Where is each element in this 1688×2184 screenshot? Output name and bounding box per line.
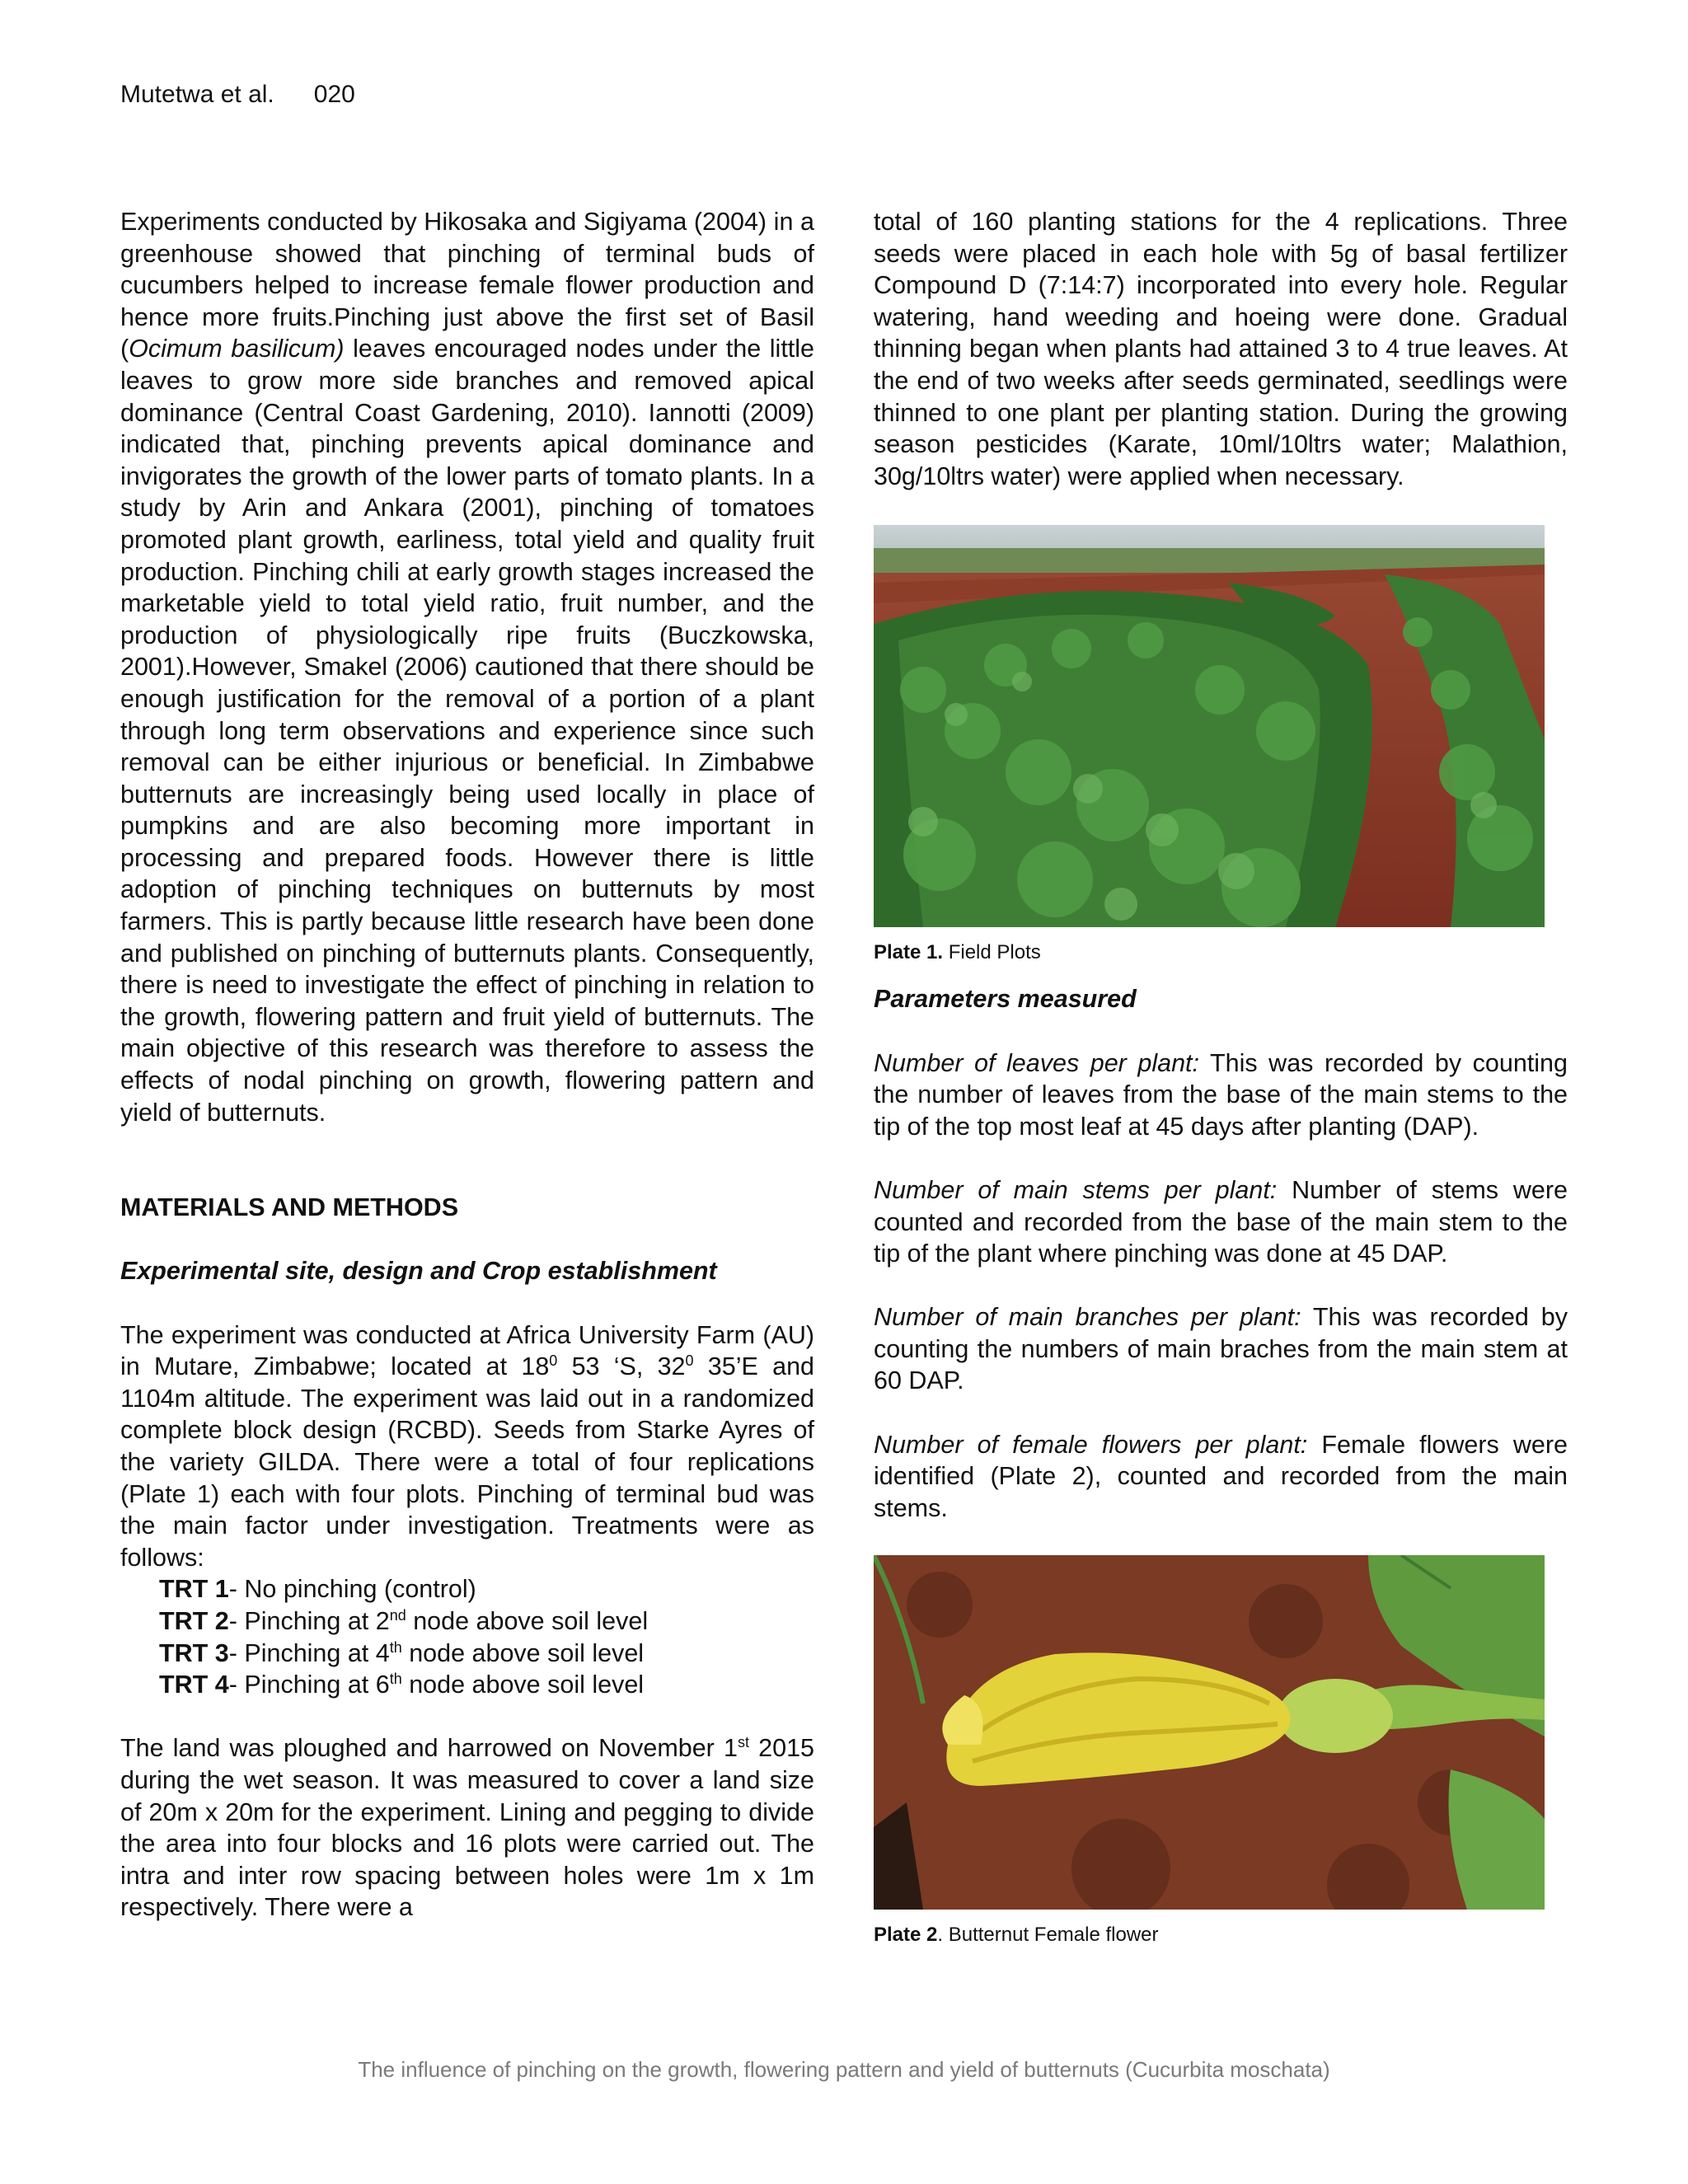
plate-2-caption-text: . Butternut Female flower <box>937 1924 1159 1947</box>
param-leaves <box>874 1047 1568 1143</box>
treatment-text: node above soil level <box>406 1606 649 1635</box>
treatment-text: - Pinching at 6 <box>228 1671 390 1699</box>
subsection-heading: Experimental site, design and Crop establishment <box>120 1257 717 1286</box>
header-authors: Mutetwa et al. <box>120 81 274 108</box>
param-term: Number of main branches per plant: <box>874 1303 1301 1332</box>
treatment-code: TRT 4 <box>159 1671 229 1699</box>
treatment-item <box>120 1638 814 1670</box>
ordinal-sup: th <box>389 1670 402 1687</box>
treatment-code: TRT 3 <box>159 1638 229 1667</box>
basil-species-name: Ocimum basilicum) <box>129 335 345 363</box>
treatment-text: node above soil level <box>401 1671 645 1699</box>
plate-2-caption <box>874 1923 1568 1947</box>
treatment-code: TRT 1 <box>159 1575 229 1604</box>
param-text: Female flowers were identified (Plate 2), counted and recorded from the main stems. <box>874 1430 1568 1522</box>
plate-1-label: Plate 1. <box>874 941 944 964</box>
ordinal-sup: nd <box>389 1606 406 1624</box>
intro-text-rest: leaves encouraged nodes under the little leaves to grow more side branches and removed apical dominance (Central Coast Gardening, 2010). Iannotti (2009) indicated that, pinching prevents apical dominance and invigorates the growth of the lower parts of tomato plants. In a study by Arin and Ankara (2001), pinching of tomatoes promoted plant growth, earliness, total yield and quality fruit production. Pinching chili at early growth stages increased the marketable yield to total yield ratio, fruit number, and the production of physiologically ripe fruits (Buczkowska, 2001).However, Smakel (2006) cautioned that there should be enough justification for the removal of a portion of a plant through long term observations and experience since such removal can be either injurious or beneficial. In Zimbabwe butternuts are increasingly being used locally in place of pumpkins and are also becoming more important in processing and prepared foods. However there is little adoption of pinching techniques on butternuts by most farmers. This is partly because little research have been done and published on pinching of butternuts plants. Consequently, there is need to investigate the effect of pinching in relation to the growth, flowering pattern and fruit yield of butternuts. The main objective of this research was therefore to assess the effects of nodal pinching on growth, flowering pattern and yield of butternuts. <box>120 335 814 1127</box>
param-term: Number of leaves per plant: <box>874 1048 1199 1077</box>
plate-1-caption <box>874 940 1568 965</box>
treatment-text: - No pinching (control) <box>228 1575 476 1604</box>
right-column <box>874 206 1568 1947</box>
site-text-b: 53 ‘S, 32 <box>557 1352 686 1381</box>
header-page-number: 020 <box>313 81 355 108</box>
intro-text: Experiments conducted by Hikosaka and Sigiyama (2004) in a greenhouse showed that pinching of terminal buds of cucumbers helped to increase female flower production and hence more fruits.Pinching just above the first set of Basil ( <box>120 208 814 363</box>
parameters-heading: Parameters measured <box>874 985 1137 1014</box>
treatment-code: TRT 2 <box>159 1606 229 1635</box>
left-column <box>120 206 814 1924</box>
land-text-a: The land was ploughed and harrowed on November 1 <box>120 1734 738 1763</box>
site-paragraph <box>120 1319 814 1574</box>
param-term: Number of main stems per plant: <box>874 1175 1278 1204</box>
treatment-item <box>120 1669 814 1701</box>
intro-paragraph <box>120 206 814 1128</box>
param-branches <box>874 1301 1568 1397</box>
treatment-text: - Pinching at 2 <box>228 1606 390 1635</box>
section-heading: MATERIALS AND METHODS <box>120 1193 459 1222</box>
degree-sup: 0 <box>549 1352 558 1370</box>
ordinal-sup: st <box>737 1734 749 1751</box>
continuation-paragraph: total of 160 planting stations for the 4 replications. Three seeds were placed in each hole with 5g of basal fertilizer Compound D (7:14:7) incorporated into every hole. Regular watering, hand weeding and hoeing were done. Gradual thinning began when plants had attained 3 to 4 true leaves. At the end of two weeks after seeds germinated, seedlings were thinned to one plant per planting station. During the growing season pesticides (Karate, 10ml/10ltrs water; Malathion, 30g/10ltrs water) were applied when necessary. <box>874 208 1568 490</box>
param-term: Number of female flowers per plant: <box>874 1430 1308 1459</box>
plate-2-photo <box>874 1555 1545 1910</box>
land-paragraph <box>120 1732 814 1924</box>
param-text: This was recorded by counting the number of leaves from the base of the main stems to the tip of the top most leaf at 45 days after planting (DAP). <box>874 1048 1568 1141</box>
degree-sup: 0 <box>685 1352 694 1370</box>
param-flowers <box>874 1429 1568 1525</box>
plate-1-photo <box>874 525 1545 927</box>
treatment-item <box>120 1605 814 1638</box>
treatment-text: - Pinching at 4 <box>228 1638 390 1667</box>
treatment-item <box>120 1573 814 1605</box>
plate-1-caption-text: Field Plots <box>943 941 1041 964</box>
running-title-footer: The influence of pinching on the growth, flowering pattern and yield of butternuts (Cucurbita moschata) <box>358 2057 1330 2082</box>
site-text-a: The experiment was conducted at Africa University Farm (AU) in Mutare, Zimbabwe; located at 18 <box>120 1320 814 1381</box>
treatment-text: node above soil level <box>401 1638 645 1667</box>
land-text-b: 2015 during the wet season. It was measured to cover a land size of 20m x 20m for the experiment. Lining and pegging to divide the area into four blocks and 16 plots were carried out. The intra and inter row spacing between holes were 1m x 1m respectively. There were a <box>120 1734 814 1922</box>
plate-2-label: Plate 2 <box>874 1924 938 1947</box>
param-text: Number of stems were counted and recorded from the base of the main stem to the tip of the plant where pinching was done at 45 DAP. <box>874 1175 1568 1268</box>
param-stems <box>874 1174 1568 1270</box>
page-header <box>120 81 355 109</box>
param-text: This was recorded by counting the numbers of main braches from the main stem at 60 DAP. <box>874 1303 1568 1395</box>
ordinal-sup: th <box>389 1638 402 1656</box>
site-text-c: 35’E and 1104m altitude. The experiment was laid out in a randomized complete block design (RCBD). Seeds from Starke Ayres of the variety GILDA. There were a total of four replications (Plate 1) each with four plots. Pinching of terminal bud was the main factor under investigation. Treatments were as follows: <box>120 1352 814 1572</box>
